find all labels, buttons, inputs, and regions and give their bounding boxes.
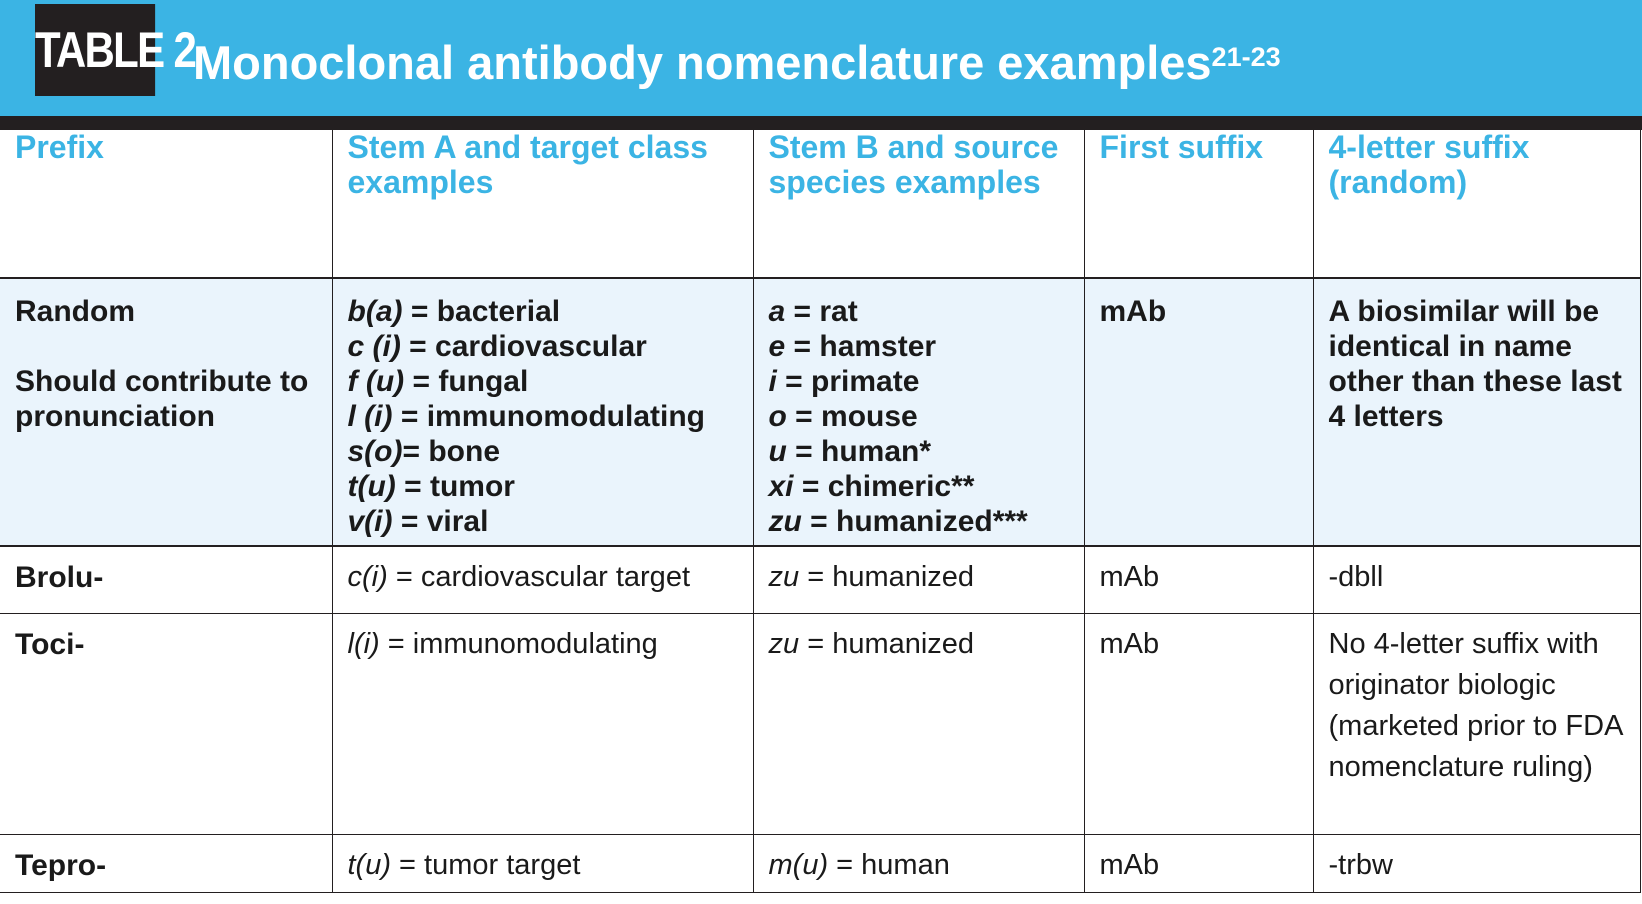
column-header-stem-b: Stem B and source species examples bbox=[753, 130, 1084, 278]
stem-b-item: o = mouse bbox=[768, 400, 918, 433]
stem-b-item: a = rat bbox=[768, 295, 858, 328]
example-stem-a: c(i) = cardiovascular target bbox=[332, 546, 753, 613]
column-header-four-letter-suffix: 4-letter suffix (random) bbox=[1313, 130, 1640, 278]
example-first-suffix: mAb bbox=[1084, 546, 1313, 613]
example-prefix: Toci- bbox=[0, 613, 332, 834]
example-stem-b: m(u) = human bbox=[753, 834, 1084, 892]
table-title bbox=[193, 34, 1281, 92]
header-rule bbox=[0, 116, 1642, 130]
stem-a-item: c (i) = cardiovascular bbox=[347, 330, 647, 363]
example-stem-a: t(u) = tumor target bbox=[332, 834, 753, 892]
example-prefix: Tepro- bbox=[0, 834, 332, 892]
table-banner bbox=[0, 0, 1642, 116]
reference-superscript: 21-23 bbox=[1211, 42, 1281, 72]
key-prefix-cell bbox=[0, 278, 332, 546]
stem-b-item: e = hamster bbox=[768, 330, 937, 363]
key-prefix-note: Should contribute to pronunciation bbox=[15, 365, 309, 433]
example-first-suffix: mAb bbox=[1084, 613, 1313, 834]
example-four-letter: -dbll bbox=[1313, 546, 1640, 613]
stem-a-item: s(o)= bone bbox=[347, 435, 501, 468]
example-prefix: Brolu- bbox=[0, 546, 332, 613]
example-stem-a: l(i) = immunomodulating bbox=[332, 613, 753, 834]
stem-b-item: i = primate bbox=[768, 365, 920, 398]
key-prefix-random: Random bbox=[15, 295, 135, 328]
stem-a-item: f (u) = fungal bbox=[347, 365, 529, 398]
stem-b-item: xi = chimeric** bbox=[768, 470, 975, 503]
example-stem-b: zu = humanized bbox=[753, 613, 1084, 834]
table-number-badge: TABLE 2 bbox=[35, 4, 155, 96]
column-header-prefix: Prefix bbox=[0, 130, 332, 278]
stem-b-item: zu = humanized*** bbox=[768, 505, 1028, 538]
table-row bbox=[0, 834, 1640, 892]
stem-b-item: u = human* bbox=[768, 435, 932, 468]
table-row bbox=[0, 546, 1640, 613]
nomenclature-table bbox=[0, 130, 1641, 893]
table-row bbox=[0, 613, 1640, 834]
example-first-suffix: mAb bbox=[1084, 834, 1313, 892]
example-four-letter: -trbw bbox=[1313, 834, 1640, 892]
stem-a-item: b(a) = bacterial bbox=[347, 295, 561, 328]
stem-a-item: t(u) = tumor bbox=[347, 470, 515, 503]
stem-a-item: l (i) = immunomodulating bbox=[347, 400, 705, 433]
column-header-first-suffix: First suffix bbox=[1084, 130, 1313, 278]
key-stem-b-cell bbox=[753, 278, 1084, 546]
example-stem-b: zu = humanized bbox=[753, 546, 1084, 613]
key-row bbox=[0, 278, 1640, 546]
header-row bbox=[0, 130, 1640, 278]
key-stem-a-cell bbox=[332, 278, 753, 546]
stem-a-item: v(i) = viral bbox=[347, 505, 489, 538]
key-first-suffix-cell: mAb bbox=[1084, 278, 1313, 546]
key-four-letter-cell: A biosimilar will be identical in name other than these last 4 letters bbox=[1313, 278, 1640, 546]
column-header-stem-a: Stem A and target class examples bbox=[332, 130, 753, 278]
example-four-letter: No 4-letter suffix with originator biologic (marketed prior to FDA nomenclature ruling) bbox=[1313, 613, 1640, 834]
table-title-text: Monoclonal antibody nomenclature examples bbox=[193, 36, 1212, 89]
